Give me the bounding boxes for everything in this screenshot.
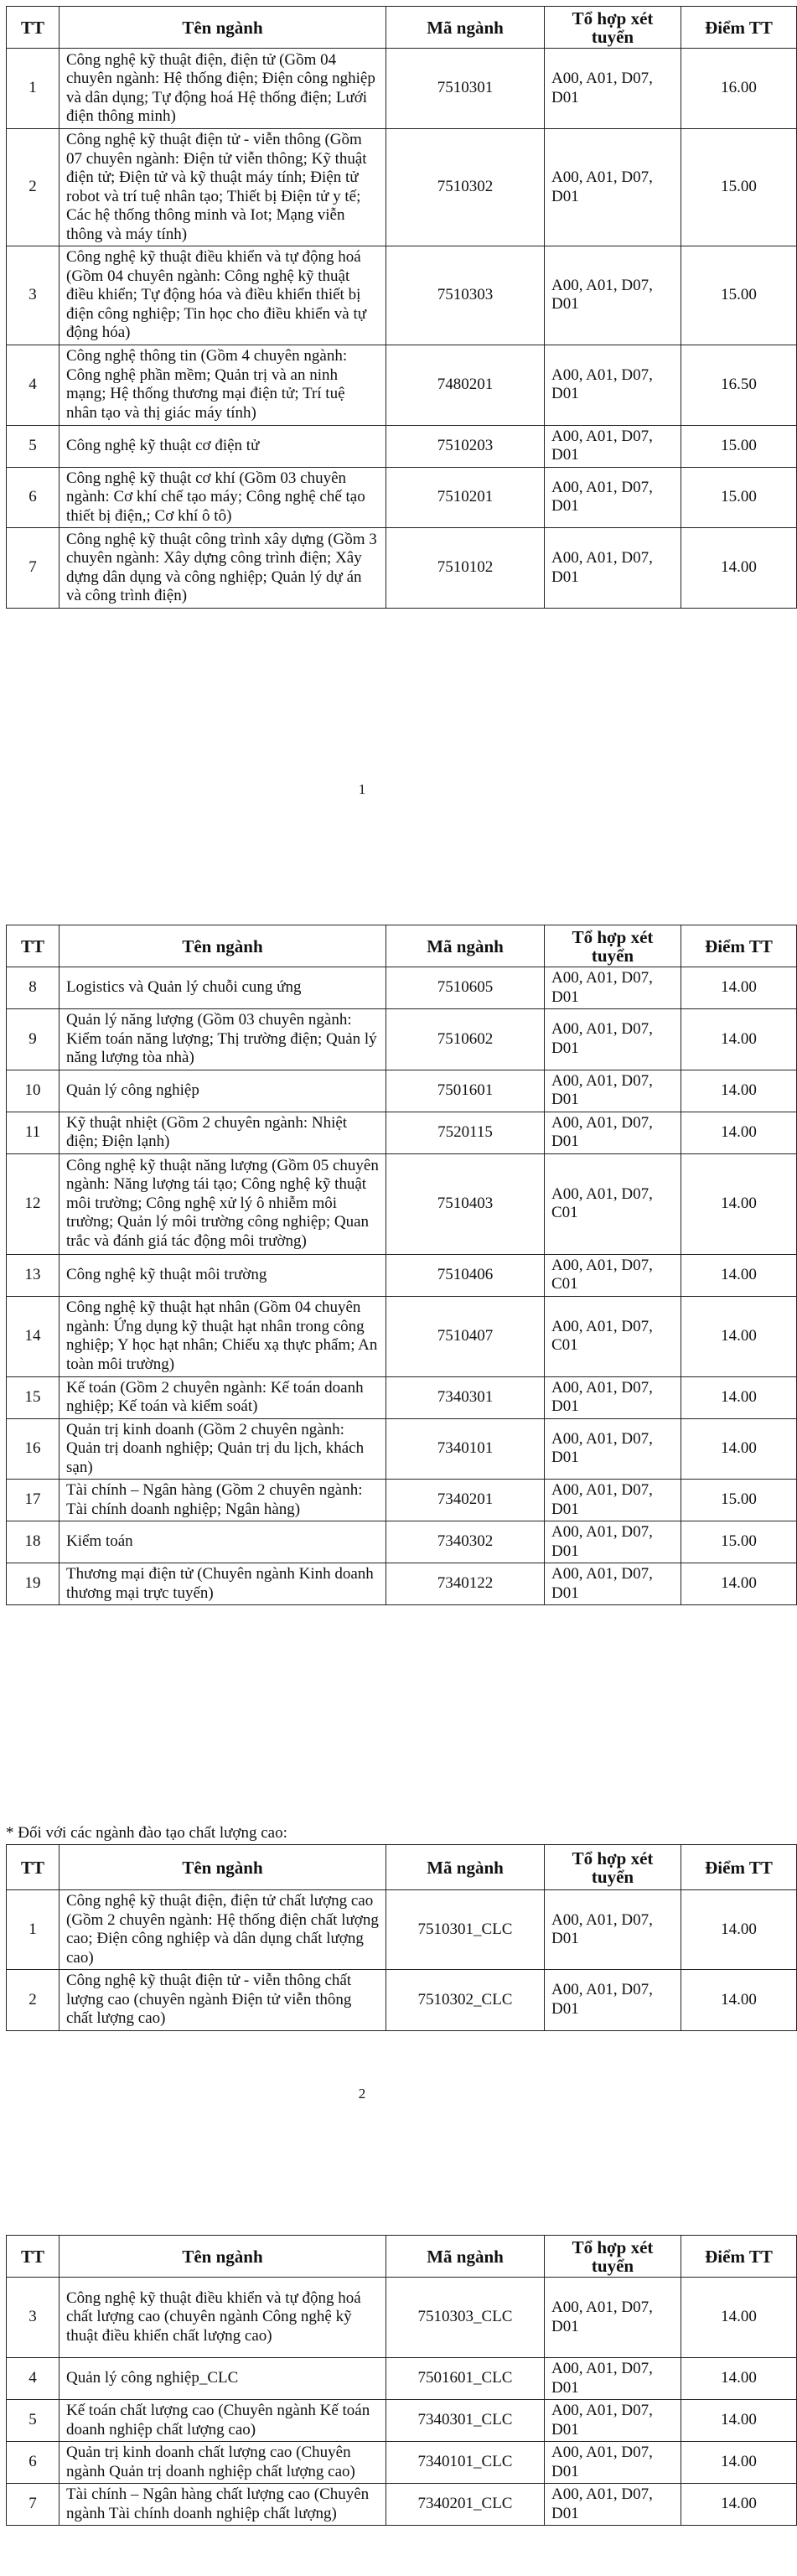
cell-score: 14.00 bbox=[681, 2358, 797, 2400]
cell-tt: 12 bbox=[7, 1153, 60, 1254]
cell-major-name: Công nghệ kỹ thuật công trình xây dựng (Gồm 3 chuyên ngành: Xây dựng công trình điện; Xây dựng dân dụng và công nghiệp; Quản lý dự án và công trình điện) bbox=[60, 528, 386, 609]
table-row bbox=[7, 1009, 797, 1070]
cell-score: 15.00 bbox=[681, 1521, 797, 1563]
cell-major-name: Công nghệ kỹ thuật điện tử - viễn thông (Gồm 07 chuyên ngành: Điện tử viễn thông; Kỹ thuật điện tử; Điện tử và kỹ thuật máy tính; Điện tử robot và trí tuệ nhân tạo; Thiết bị Điện tử y tế; Các hệ thống thông minh và Iot; Mạng viễn thông và máy tính) bbox=[60, 129, 386, 246]
cell-major-code: 7510403 bbox=[386, 1153, 545, 1254]
cell-subject-combo: A00, A01, D07, D01 bbox=[545, 2400, 681, 2442]
table-row bbox=[7, 1970, 797, 2031]
cell-major-code: 7510201 bbox=[386, 467, 545, 528]
table-row bbox=[7, 1418, 797, 1480]
cell-major-name: Kiểm toán bbox=[60, 1521, 386, 1563]
cell-major-name: Kế toán (Gồm 2 chuyên ngành: Kế toán doanh nghiệp; Kế toán và kiểm soát) bbox=[60, 1376, 386, 1418]
cell-major-code: 7510102 bbox=[386, 528, 545, 609]
cell-tt: 3 bbox=[7, 2278, 60, 2358]
cell-score: 14.00 bbox=[681, 2278, 797, 2358]
table-row bbox=[7, 246, 797, 345]
cell-major-code: 7340101_CLC bbox=[386, 2442, 545, 2484]
cell-subject-combo: A00, A01, D07, D01 bbox=[545, 1009, 681, 1070]
cell-tt: 4 bbox=[7, 2358, 60, 2400]
table-row bbox=[7, 1112, 797, 1153]
cell-subject-combo: A00, A01, D07, D01 bbox=[545, 967, 681, 1009]
cell-tt: 16 bbox=[7, 1418, 60, 1480]
cell-score: 14.00 bbox=[681, 2400, 797, 2442]
cell-major-code: 7510302_CLC bbox=[386, 1970, 545, 2031]
cell-major-code: 7510301_CLC bbox=[386, 1890, 545, 1970]
header-tt: TT bbox=[7, 925, 60, 967]
table-row bbox=[7, 2278, 797, 2358]
header-combo: Tổ hợp xét tuyển bbox=[545, 1845, 681, 1890]
cell-major-name: Công nghệ kỹ thuật điều khiển và tự động hoá (Gồm 04 chuyên ngành: Công nghệ kỹ thuật điều khiển; Tự động hóa và điều khiển thiết bị điện công nghiệp; Tin học cho điều khiển và tự động hóa) bbox=[60, 246, 386, 345]
table-row bbox=[7, 1521, 797, 1563]
cell-major-code: 7501601_CLC bbox=[386, 2358, 545, 2400]
cell-major-code: 7510302 bbox=[386, 129, 545, 246]
cell-score: 14.00 bbox=[681, 1112, 797, 1153]
cell-score: 15.00 bbox=[681, 246, 797, 345]
cell-major-name: Kỹ thuật nhiệt (Gồm 2 chuyên ngành: Nhiệt điện; Điện lạnh) bbox=[60, 1112, 386, 1153]
header-tt: TT bbox=[7, 7, 60, 49]
cell-subject-combo: A00, A01, D07, D01 bbox=[545, 1970, 681, 2031]
cell-subject-combo: A00, A01, D07, D01 bbox=[545, 1112, 681, 1153]
table-row bbox=[7, 2442, 797, 2484]
cell-major-name: Thương mại điện tử (Chuyên ngành Kinh doanh thương mại trực tuyến) bbox=[60, 1563, 386, 1605]
cell-major-code: 7510602 bbox=[386, 1009, 545, 1070]
header-name: Tên ngành bbox=[60, 7, 386, 49]
cell-tt: 9 bbox=[7, 1009, 60, 1070]
header-name: Tên ngành bbox=[60, 925, 386, 967]
cell-score: 15.00 bbox=[681, 467, 797, 528]
table-row bbox=[7, 2400, 797, 2442]
cell-subject-combo: A00, A01, D07, C01 bbox=[545, 1254, 681, 1296]
cell-score: 14.00 bbox=[681, 1418, 797, 1480]
admission-table-part-1 bbox=[6, 6, 797, 609]
cell-major-code: 7510407 bbox=[386, 1296, 545, 1376]
cell-score: 14.00 bbox=[681, 1254, 797, 1296]
cell-major-name: Công nghệ kỹ thuật năng lượng (Gồm 05 chuyên ngành: Năng lượng tái tạo; Công nghệ kỹ thuật môi trường; Công nghệ xử lý ô nhiễm môi trường; Quản lý môi trường công nghiệp; Quan trắc và đánh giá tác động môi trường) bbox=[60, 1153, 386, 1254]
cell-score: 14.00 bbox=[681, 1009, 797, 1070]
cell-major-code: 7510406 bbox=[386, 1254, 545, 1296]
cell-subject-combo: A00, A01, D07, D01 bbox=[545, 1563, 681, 1605]
header-code: Mã ngành bbox=[386, 2236, 545, 2278]
cell-score: 16.00 bbox=[681, 49, 797, 129]
cell-tt: 15 bbox=[7, 1376, 60, 1418]
cell-major-code: 7340301 bbox=[386, 1376, 545, 1418]
header-code: Mã ngành bbox=[386, 1845, 545, 1890]
table-row bbox=[7, 467, 797, 528]
cell-subject-combo: A00, A01, D07, D01 bbox=[545, 528, 681, 609]
cell-score: 14.00 bbox=[681, 1070, 797, 1112]
table-row bbox=[7, 528, 797, 609]
cell-subject-combo: A00, A01, D07, D01 bbox=[545, 467, 681, 528]
table-row bbox=[7, 1563, 797, 1605]
table-row bbox=[7, 1153, 797, 1254]
cell-tt: 8 bbox=[7, 967, 60, 1009]
cell-major-code: 7510301 bbox=[386, 49, 545, 129]
cell-major-name: Quản lý năng lượng (Gồm 03 chuyên ngành: Kiểm toán năng lượng; Thị trường điện; Quản lý năng lượng tòa nhà) bbox=[60, 1009, 386, 1070]
cell-subject-combo: A00, A01, D07, D01 bbox=[545, 345, 681, 425]
cell-subject-combo: A00, A01, D07, D01 bbox=[545, 2278, 681, 2358]
table-header-row bbox=[7, 925, 797, 967]
table-row bbox=[7, 49, 797, 129]
table-row bbox=[7, 2358, 797, 2400]
cell-score: 14.00 bbox=[681, 1970, 797, 2031]
cell-major-name: Tài chính – Ngân hàng (Gồm 2 chuyên ngành: Tài chính doanh nghiệp; Ngân hàng) bbox=[60, 1480, 386, 1521]
table-row bbox=[7, 1890, 797, 1970]
table-row bbox=[7, 1480, 797, 1521]
cell-major-code: 7510203 bbox=[386, 425, 545, 467]
header-code: Mã ngành bbox=[386, 925, 545, 967]
header-code: Mã ngành bbox=[386, 7, 545, 49]
cell-major-name: Công nghệ thông tin (Gồm 4 chuyên ngành: Công nghệ phần mềm; Quản trị và an ninh mạng; Hệ thống thương mại điện tử; Trí tuệ nhân tạo và thị giác máy tính) bbox=[60, 345, 386, 425]
cell-score: 14.00 bbox=[681, 967, 797, 1009]
table-row bbox=[7, 345, 797, 425]
cell-major-code: 7340301_CLC bbox=[386, 2400, 545, 2442]
cell-score: 14.00 bbox=[681, 1296, 797, 1376]
table-row bbox=[7, 967, 797, 1009]
table-row bbox=[7, 1070, 797, 1112]
header-score: Điểm TT bbox=[681, 1845, 797, 1890]
cell-score: 14.00 bbox=[681, 1153, 797, 1254]
cell-tt: 7 bbox=[7, 2484, 60, 2526]
cell-score: 15.00 bbox=[681, 1480, 797, 1521]
cell-tt: 5 bbox=[7, 425, 60, 467]
cell-score: 14.00 bbox=[681, 2442, 797, 2484]
cell-major-name: Công nghệ kỹ thuật điện tử - viễn thông chất lượng cao (chuyên ngành Điện tử viễn thông chất lượng cao) bbox=[60, 1970, 386, 2031]
cell-major-name: Quản lý công nghiệp bbox=[60, 1070, 386, 1112]
cell-major-name: Công nghệ kỹ thuật môi trường bbox=[60, 1254, 386, 1296]
cell-subject-combo: A00, A01, D07, D01 bbox=[545, 2484, 681, 2526]
cell-tt: 17 bbox=[7, 1480, 60, 1521]
cell-subject-combo: A00, A01, D07, D01 bbox=[545, 2358, 681, 2400]
cell-tt: 4 bbox=[7, 345, 60, 425]
header-tt: TT bbox=[7, 1845, 60, 1890]
cell-major-name: Tài chính – Ngân hàng chất lượng cao (Chuyên ngành Tài chính doanh nghiệp chất lượng) bbox=[60, 2484, 386, 2526]
cell-major-code: 7510605 bbox=[386, 967, 545, 1009]
cell-major-name: Quản trị kinh doanh (Gồm 2 chuyên ngành: Quản trị doanh nghiệp; Quản trị du lịch, khách sạn) bbox=[60, 1418, 386, 1480]
cell-tt: 13 bbox=[7, 1254, 60, 1296]
header-combo: Tổ hợp xét tuyển bbox=[545, 925, 681, 967]
cell-major-code: 7340201 bbox=[386, 1480, 545, 1521]
high-quality-note: * Đối với các ngành đào tạo chất lượng cao: bbox=[6, 1824, 287, 1842]
table-header-row bbox=[7, 1845, 797, 1890]
cell-score: 14.00 bbox=[681, 1890, 797, 1970]
cell-major-name: Quản lý công nghiệp_CLC bbox=[60, 2358, 386, 2400]
header-name: Tên ngành bbox=[60, 1845, 386, 1890]
cell-major-name: Công nghệ kỹ thuật cơ điện tử bbox=[60, 425, 386, 467]
cell-score: 14.00 bbox=[681, 2484, 797, 2526]
table-row bbox=[7, 2484, 797, 2526]
cell-major-code: 7520115 bbox=[386, 1112, 545, 1153]
header-name: Tên ngành bbox=[60, 2236, 386, 2278]
cell-subject-combo: A00, A01, D07, D01 bbox=[545, 1521, 681, 1563]
table-row bbox=[7, 129, 797, 246]
cell-subject-combo: A00, A01, D07, D01 bbox=[545, 1376, 681, 1418]
table-header-row bbox=[7, 2236, 797, 2278]
table-header-row bbox=[7, 7, 797, 49]
header-combo: Tổ hợp xét tuyển bbox=[545, 2236, 681, 2278]
cell-tt: 7 bbox=[7, 528, 60, 609]
cell-tt: 2 bbox=[7, 1970, 60, 2031]
cell-subject-combo: A00, A01, D07, D01 bbox=[545, 246, 681, 345]
cell-major-code: 7501601 bbox=[386, 1070, 545, 1112]
cell-score: 15.00 bbox=[681, 425, 797, 467]
cell-major-code: 7340201_CLC bbox=[386, 2484, 545, 2526]
table-row bbox=[7, 425, 797, 467]
header-score: Điểm TT bbox=[681, 2236, 797, 2278]
header-tt: TT bbox=[7, 2236, 60, 2278]
cell-major-code: 7340101 bbox=[386, 1418, 545, 1480]
cell-subject-combo: A00, A01, D07, C01 bbox=[545, 1296, 681, 1376]
page-number: 1 bbox=[358, 781, 366, 797]
cell-major-name: Công nghệ kỹ thuật cơ khí (Gồm 03 chuyên ngành: Cơ khí chế tạo máy; Công nghệ chế tạo thiết bị điện,; Cơ khí ô tô) bbox=[60, 467, 386, 528]
table-row bbox=[7, 1296, 797, 1376]
cell-major-name: Kế toán chất lượng cao (Chuyên ngành Kế toán doanh nghiệp chất lượng cao) bbox=[60, 2400, 386, 2442]
cell-major-name: Công nghệ kỹ thuật điện, điện tử chất lượng cao (Gồm 2 chuyên ngành: Hệ thống điện chất lượng cao; Điện công nghiệp và dân dụng chất lượng cao) bbox=[60, 1890, 386, 1970]
cell-subject-combo: A00, A01, D07, D01 bbox=[545, 49, 681, 129]
cell-tt: 19 bbox=[7, 1563, 60, 1605]
cell-tt: 2 bbox=[7, 129, 60, 246]
cell-major-code: 7510303_CLC bbox=[386, 2278, 545, 2358]
table-row bbox=[7, 1376, 797, 1418]
cell-subject-combo: A00, A01, D07, D01 bbox=[545, 1070, 681, 1112]
cell-tt: 11 bbox=[7, 1112, 60, 1153]
header-score: Điểm TT bbox=[681, 925, 797, 967]
cell-major-code: 7510303 bbox=[386, 246, 545, 345]
cell-tt: 5 bbox=[7, 2400, 60, 2442]
page-number: 2 bbox=[358, 2086, 366, 2102]
header-score: Điểm TT bbox=[681, 7, 797, 49]
cell-major-code: 7340302 bbox=[386, 1521, 545, 1563]
cell-subject-combo: A00, A01, D07, D01 bbox=[545, 1890, 681, 1970]
cell-subject-combo: A00, A01, D07, D01 bbox=[545, 425, 681, 467]
cell-score: 14.00 bbox=[681, 1563, 797, 1605]
header-combo: Tổ hợp xét tuyển bbox=[545, 7, 681, 49]
cell-major-name: Công nghệ kỹ thuật điện, điện tử (Gồm 04 chuyên ngành: Hệ thống điện; Điện công nghiệp và dân dụng; Tự động hoá Hệ thống điện; Lưới điện thông minh) bbox=[60, 49, 386, 129]
cell-tt: 6 bbox=[7, 2442, 60, 2484]
cell-score: 14.00 bbox=[681, 528, 797, 609]
cell-tt: 18 bbox=[7, 1521, 60, 1563]
cell-tt: 3 bbox=[7, 246, 60, 345]
cell-subject-combo: A00, A01, D07, D01 bbox=[545, 2442, 681, 2484]
cell-major-code: 7340122 bbox=[386, 1563, 545, 1605]
cell-major-code: 7480201 bbox=[386, 345, 545, 425]
cell-score: 16.50 bbox=[681, 345, 797, 425]
cell-tt: 6 bbox=[7, 467, 60, 528]
cell-subject-combo: A00, A01, D07, D01 bbox=[545, 1480, 681, 1521]
cell-major-name: Công nghệ kỹ thuật điều khiển và tự động hoá chất lượng cao (chuyên ngành Công nghệ kỹ thuật điều khiển chất lượng cao) bbox=[60, 2278, 386, 2358]
cell-subject-combo: A00, A01, D07, D01 bbox=[545, 1418, 681, 1480]
cell-score: 15.00 bbox=[681, 129, 797, 246]
high-quality-table-part-1 bbox=[6, 1844, 797, 2031]
cell-score: 14.00 bbox=[681, 1376, 797, 1418]
cell-tt: 14 bbox=[7, 1296, 60, 1376]
cell-subject-combo: A00, A01, D07, C01 bbox=[545, 1153, 681, 1254]
cell-tt: 1 bbox=[7, 49, 60, 129]
cell-tt: 1 bbox=[7, 1890, 60, 1970]
cell-major-name: Công nghệ kỹ thuật hạt nhân (Gồm 04 chuyên ngành: Ứng dụng kỹ thuật hạt nhân trong công nghiệp; Y học hạt nhân; Chiếu xạ thực phẩm; An toàn môi trường) bbox=[60, 1296, 386, 1376]
high-quality-table-part-2 bbox=[6, 2235, 797, 2526]
cell-major-name: Logistics và Quản lý chuỗi cung ứng bbox=[60, 967, 386, 1009]
cell-subject-combo: A00, A01, D07, D01 bbox=[545, 129, 681, 246]
admission-table-part-2 bbox=[6, 925, 797, 1605]
table-row bbox=[7, 1254, 797, 1296]
cell-major-name: Quản trị kinh doanh chất lượng cao (Chuyên ngành Quản trị doanh nghiệp chất lượng cao) bbox=[60, 2442, 386, 2484]
cell-tt: 10 bbox=[7, 1070, 60, 1112]
